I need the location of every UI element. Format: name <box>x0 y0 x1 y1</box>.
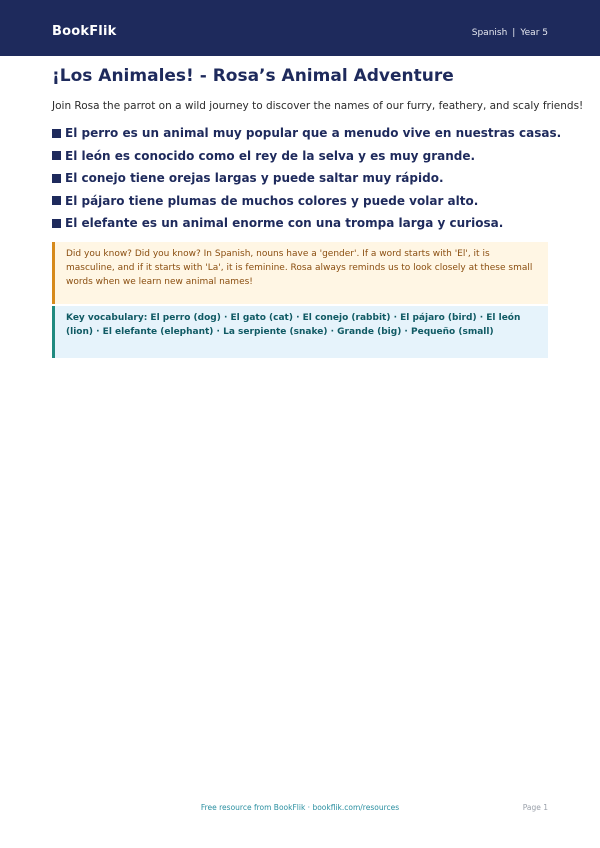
list-item <box>52 212 561 235</box>
square-bullet-icon <box>52 196 61 205</box>
subject-year-label <box>472 28 548 38</box>
callout-text: Did you know? Did you know? In Spanish, nouns have a 'gender'. If a word starts with 'El', it is masculine, and if it starts with 'La', it is feminine. Rosa always reminds us to look closely at these small words when we learn new animal names! <box>66 249 533 287</box>
header-bar <box>0 0 600 56</box>
subject-label: Spanish <box>471 28 508 38</box>
sentence-text: El conejo tiene orejas largas y puede saltar muy rápido. <box>65 171 444 186</box>
list-item <box>52 122 561 145</box>
page-title: ¡Los Animales! - Rosa’s Animal Adventure <box>52 66 454 86</box>
intro-text: Join Rosa the parrot on a wild journey to discover the names of our furry, feathery, and scaly friends! <box>52 100 584 112</box>
sentence-list <box>52 122 561 235</box>
vocabulary-text: Key vocabulary: El perro (dog) · El gato (cat) · El conejo (rabbit) · El pájaro (bird) · El león (lion) · El elefante (elephant) · La serpiente (snake) · Grande (big) · Pequeño (small) <box>66 313 521 337</box>
year-label: Year 5 <box>520 28 548 38</box>
brand-logo-text: BookFlik <box>52 24 117 39</box>
footer-credit: Free resource from BookFlik · bookflik.com/resources <box>200 803 400 812</box>
square-bullet-icon <box>52 151 61 160</box>
list-item <box>52 145 561 168</box>
square-bullet-icon <box>52 129 61 138</box>
sentence-text: El pájaro tiene plumas de muchos colores y puede volar alto. <box>65 193 479 208</box>
page-number: Page 1 <box>522 803 548 812</box>
list-item <box>52 167 561 190</box>
sentence-text: El león es conocido como el rey de la selva y es muy grande. <box>65 148 476 163</box>
meta-separator: | <box>512 28 516 38</box>
key-vocabulary-box <box>52 306 548 358</box>
sentence-text: El elefante es un animal enorme con una trompa larga y curiosa. <box>65 216 504 231</box>
square-bullet-icon <box>52 219 61 228</box>
list-item <box>52 190 561 213</box>
sentence-text: El perro es un animal muy popular que a menudo vive en nuestras casas. <box>65 126 562 141</box>
square-bullet-icon <box>52 174 61 183</box>
did-you-know-callout <box>52 242 548 304</box>
